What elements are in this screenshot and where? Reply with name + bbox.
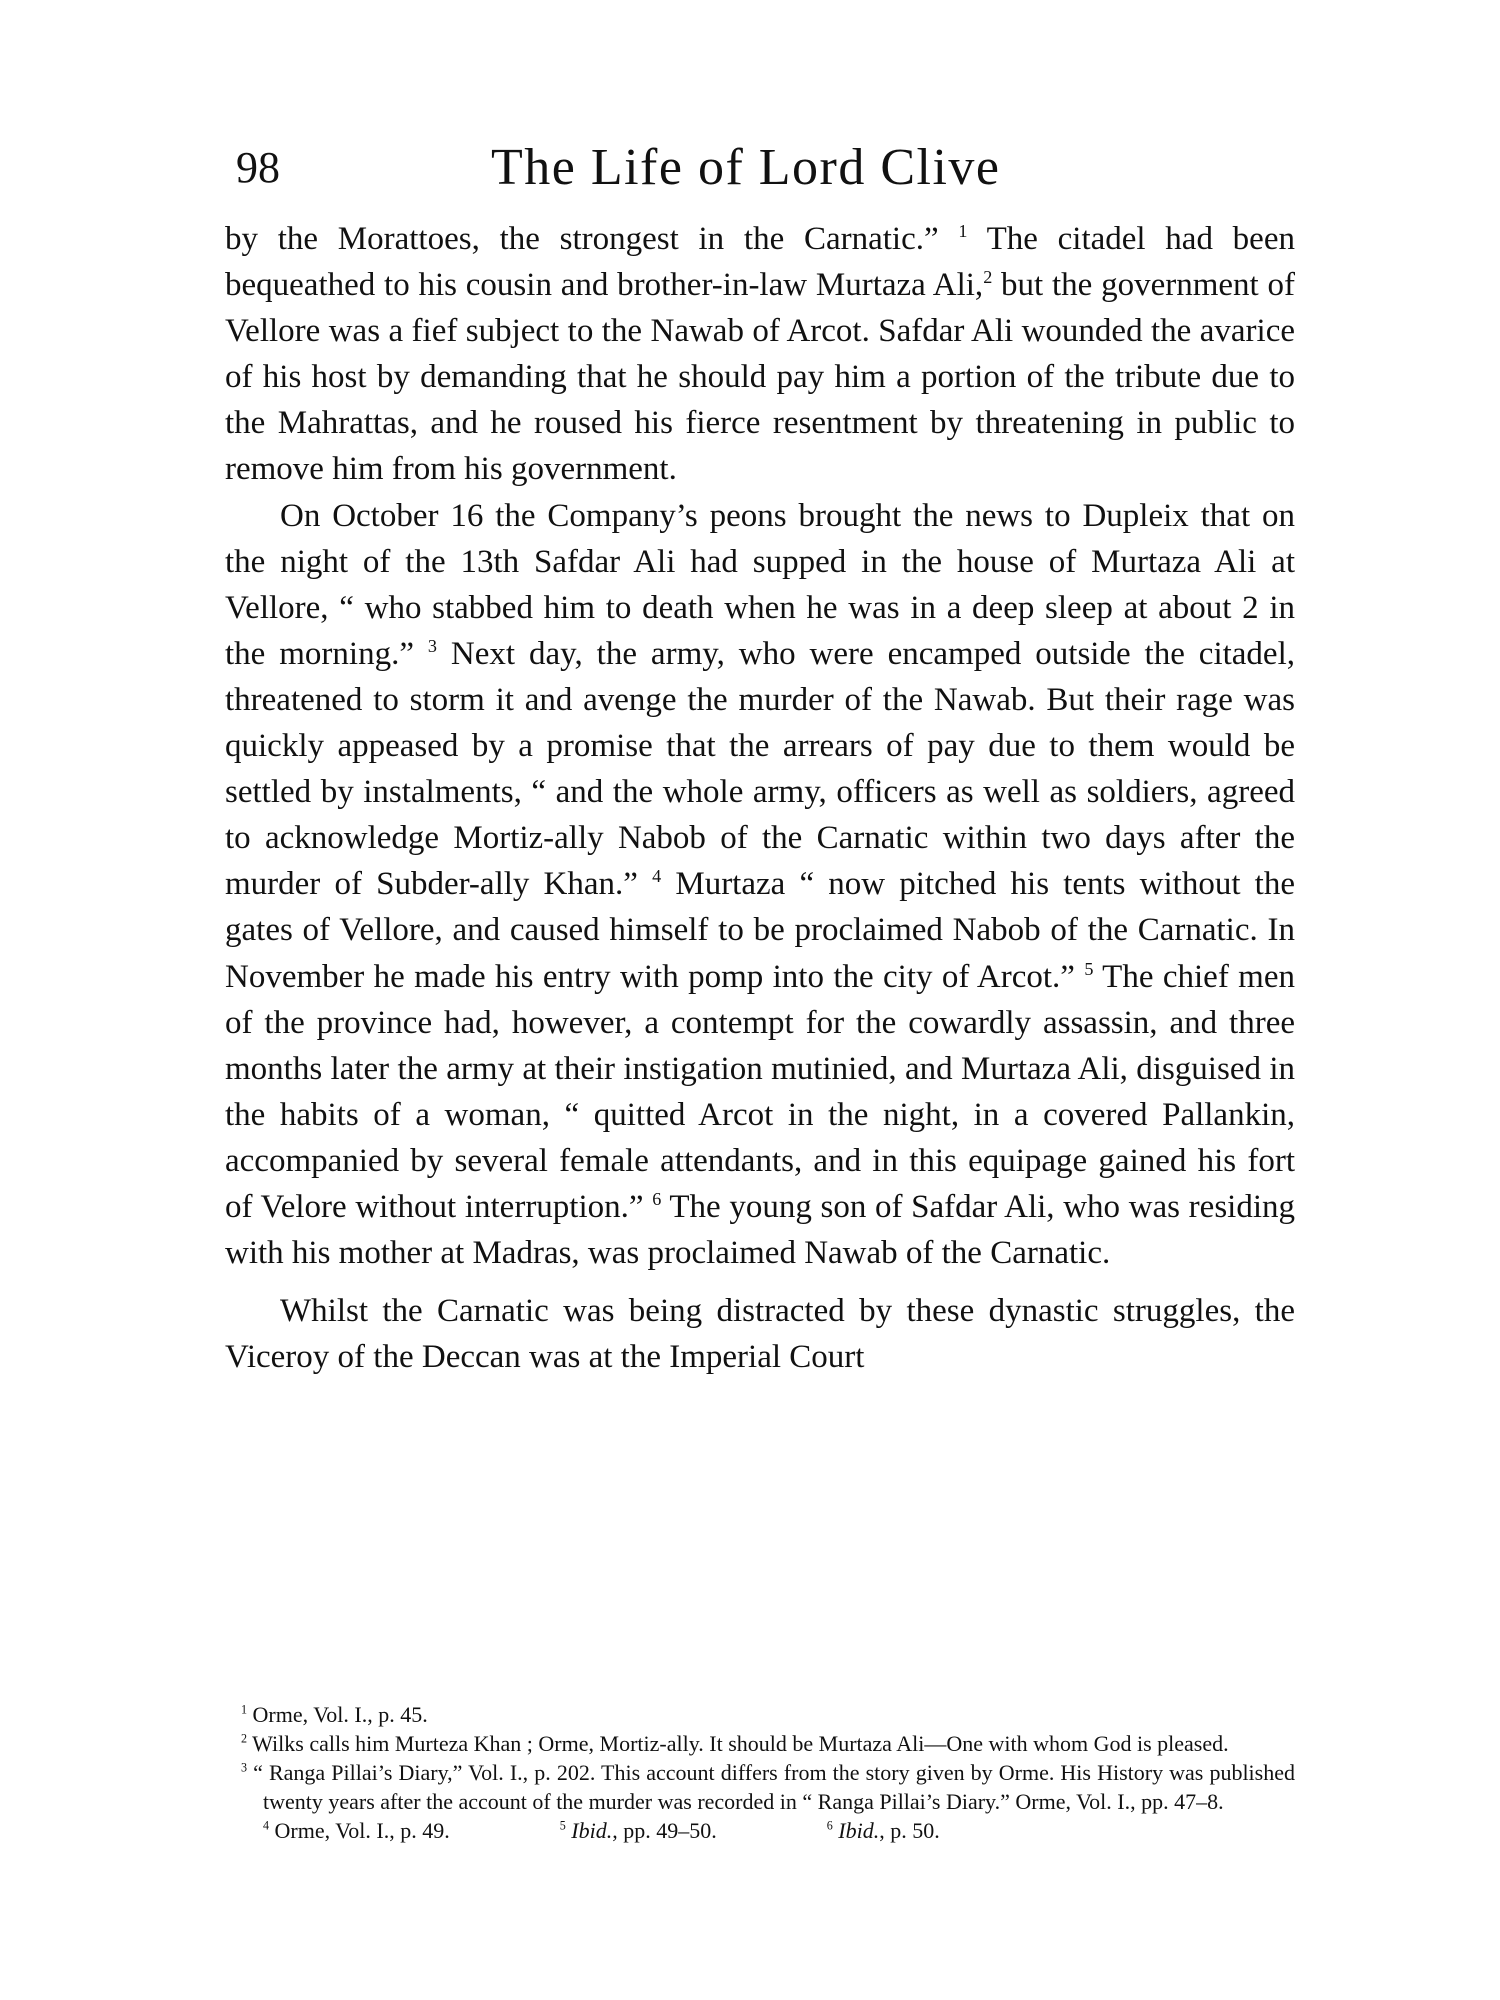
footnote-marker: 2 (983, 267, 993, 288)
paragraph: On October 16 the Company’s peons brought the news to Dupleix that on the night of the 13th Safdar Ali had supped in the house of Murtaza Ali at Vellore, “ who stabbed him to death when he was in a deep sleep at about 2 in the morning.” $^3$ Next day, the army, who were encamped outside the citadel, threatened to storm it and avenge the murder of the Nawab. But their rage was quickly appeased by a promise that the arrears of pay due to them would be settled by instalments, “ and the whole army, officers as well as soldiers, agreed to acknowledge Mortiz-ally Nabob of the Carnatic within two days after the murder of Subder-ally Khan.” $^4$ Murtaza “ now pitched his tents without the gates of Vellore, and caused himself to be proclaimed Nabob of the Carnatic. In November he made his entry with pomp into the city of Arcot.” $^5$ The chief men of the province had, however, a contempt for the cowardly assassin, and three months later the army at their instigation mutinied, and Murtaza Ali, disguised in the habits of a woman, “ quitted Arcot in the night, in a covered Pallankin, accompanied by several female attendants, and in this equipage gained his fort of Velore without interruption.” $^6$ The young son of Safdar Ali, who was residing with his mother at Madras, was proclaimed Nawab of the Carnatic. (225, 497, 1295, 1272)
footnote-marker: 4 (263, 1818, 270, 1833)
paragraph: by the Morattoes, the strongest in the Carnatic.” $^1$ The citadel had been bequeathed to his cousin and brother-in-law Murtaza Ali,$^2$ but the government of Vellore was a fief subject to the Nawab of Arcot. Safdar Ali wounded the avarice of his host by demanding that he should pay him a portion of the tribute due to the Mahrattas, and he roused his fierce resentment by threatening in public to remove him from his government. (225, 221, 1295, 488)
body-text (225, 216, 1295, 1380)
footnote-marker: 4 (652, 866, 662, 887)
footnote-marker: 3 (427, 635, 437, 656)
footnote: $^3$ “ Ranga Pillai’s Diary,” Vol. I., p. 202. This account differs from the story given by Orme. His History was published twenty years after the account of the murder was recorded in “ Ranga Pillai’s Diary.” Orme, Vol. I., pp. 47–8. (241, 1760, 1295, 1814)
footnote: $^6$ Ibid., p. 50. (826, 1818, 940, 1843)
page-number: 98 (236, 143, 280, 192)
page-header (236, 138, 1036, 198)
footnote-marker: 1 (241, 1702, 248, 1717)
running-title: The Life of Lord Clive (491, 139, 1001, 196)
footnote: $^4$ Orme, Vol. I., p. 49. (263, 1818, 450, 1843)
italic-text: Ibid. (571, 1818, 613, 1843)
footnote-marker: 2 (241, 1731, 248, 1746)
footnotes (225, 1700, 1295, 1845)
paragraph: Whilst the Carnatic was being distracted by these dynastic struggles, the Viceroy of the Deccan was at the Imperial Court (225, 1293, 1295, 1376)
footnote-marker: 5 (1084, 958, 1094, 979)
footnote: $^1$ Orme, Vol. I., p. 45. (241, 1702, 428, 1727)
footnote: $^5$ Ibid., pp. 49–50. (559, 1818, 717, 1843)
footnote-marker: 6 (826, 1818, 833, 1833)
italic-text: Ibid. (838, 1818, 880, 1843)
footnote-marker: 5 (559, 1818, 566, 1833)
footnote: $^2$ Wilks calls him Murteza Khan ; Orme, Mortiz-ally. It should be Murtaza Ali—One with whom God is pleased. (241, 1731, 1229, 1756)
footnote-marker: 1 (958, 221, 968, 241)
footnote-marker: 3 (241, 1760, 248, 1775)
footnote-marker: 6 (652, 1188, 662, 1209)
footnote-line (225, 1816, 1295, 1845)
